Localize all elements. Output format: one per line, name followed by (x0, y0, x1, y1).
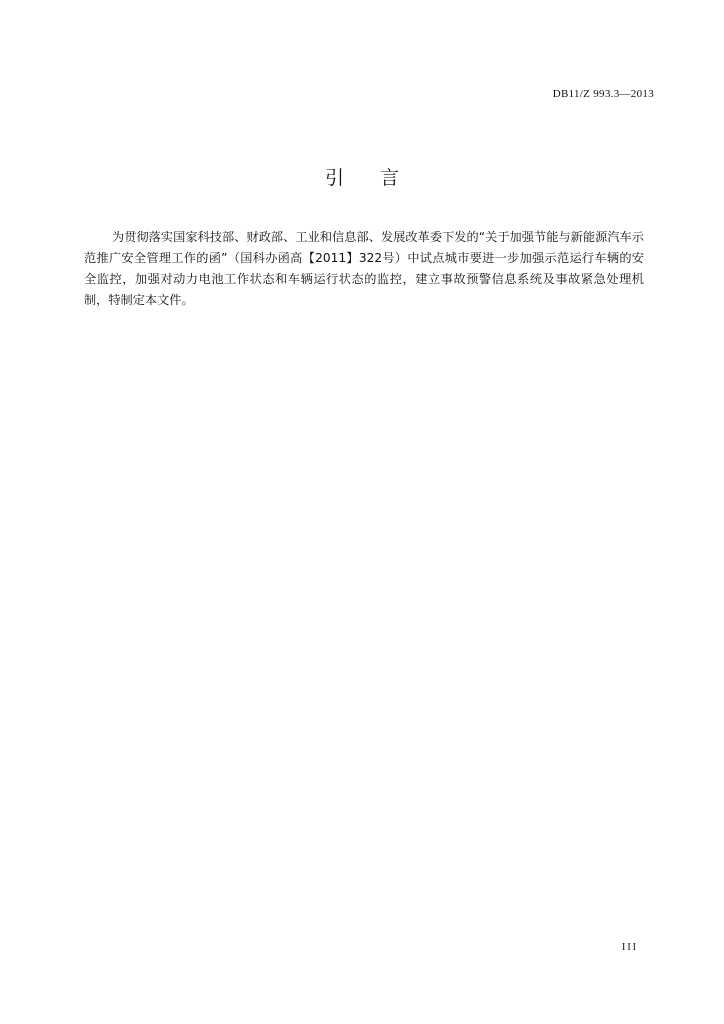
introduction-paragraph: 为贯彻落实国家科技部、财政部、工业和信息部、发展改革委下发的“关于加强节能与新能源汽车示范推广安全管理工作的函”（国科办函高【2011】322号）中试点城市要进一步加强示范运行车辆的安全监控，加强对动力电池工作状态和车辆运行状态的监控，建立事故预警信息系统及事故紧急处理机制，特制定本文件。 (84, 230, 644, 307)
document-code: DB11/Z 993.3—2013 (552, 88, 654, 100)
section-title: 引言 (324, 167, 435, 189)
page-number: III (622, 942, 638, 953)
